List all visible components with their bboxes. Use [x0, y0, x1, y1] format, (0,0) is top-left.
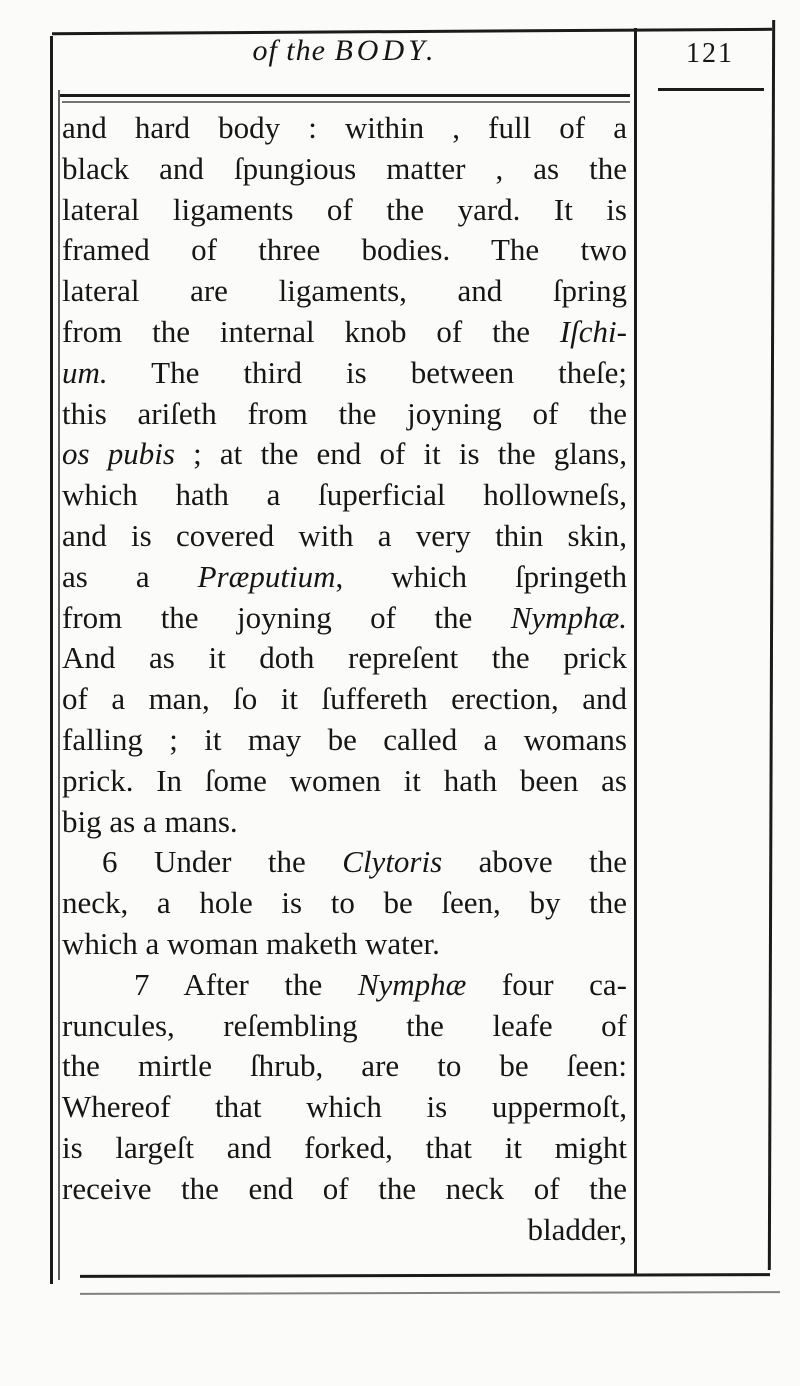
text-line	[62, 394, 627, 435]
text-segment: prick. In ſome women it hath been as	[62, 762, 627, 798]
text-segment: lateral are ligaments, and ſpring	[62, 273, 627, 309]
italic-term: os pubis	[62, 436, 175, 472]
text-segment: 7 After the	[134, 966, 358, 1002]
text-segment: and is covered with a very thin skin,	[62, 517, 627, 553]
text-segment: neck, a hole is to be ſeen, by the	[62, 885, 627, 921]
italic-term: Nymphæ	[357, 966, 467, 1002]
text-segment: receive the end of the neck of the	[62, 1170, 627, 1206]
text-line	[62, 965, 627, 1006]
bottom-rule-secondary	[80, 1291, 780, 1295]
italic-term: Præputium	[197, 558, 336, 594]
text-segment: runcules, reſembling the leafe of	[62, 1007, 627, 1043]
text-segment: from the internal knob of the	[62, 313, 560, 349]
page-number-rule	[658, 88, 764, 91]
text-line	[62, 802, 627, 843]
text-segment: which a woman maketh water.	[62, 925, 440, 961]
body-text	[62, 108, 627, 1250]
text-segment: of a man, ſo it ſuffereth erection, and	[62, 681, 627, 717]
text-line	[62, 312, 627, 353]
text-segment: is largeſt and forked, that it might	[62, 1129, 627, 1165]
text-line	[62, 190, 627, 231]
text-line	[62, 883, 627, 924]
text-segment: four ca-	[466, 966, 627, 1002]
text-segment: the mirtle ſhrub, are to be ſeen:	[62, 1048, 627, 1084]
text-segment: , which ſpringeth	[335, 558, 627, 594]
running-head	[60, 34, 630, 68]
italic-term: Nymphæ.	[510, 599, 627, 635]
text-line	[62, 353, 627, 394]
header-rule	[60, 94, 630, 97]
italic-term: Clytoris	[342, 844, 443, 880]
text-line	[62, 1128, 627, 1169]
text-line	[62, 598, 627, 639]
text-line	[62, 924, 627, 965]
text-line	[62, 638, 627, 679]
text-segment: big as a mans.	[62, 803, 238, 839]
text-segment: framed of three bodies. The two	[62, 232, 627, 268]
text-line	[62, 720, 627, 761]
text-segment: from the joyning of the	[62, 599, 511, 635]
text-segment: black and ſpungious matter , as the	[62, 150, 627, 186]
text-line	[62, 475, 627, 516]
text-line	[62, 761, 627, 802]
bottom-rule	[80, 1273, 770, 1278]
column-divider-rule	[634, 28, 637, 1274]
text-line	[62, 108, 627, 149]
text-segment: lateral ligaments of the yard. It is	[62, 191, 627, 227]
text-line	[62, 679, 627, 720]
text-line	[62, 434, 627, 475]
text-segment: and hard body : within , full of a	[62, 110, 627, 145]
text-line	[62, 516, 627, 557]
inner-left-rule	[58, 90, 60, 1280]
text-line	[62, 1006, 627, 1047]
text-line	[62, 1169, 627, 1210]
text-segment: above the	[442, 844, 628, 880]
text-line	[62, 1087, 627, 1128]
text-line	[62, 230, 627, 271]
text-segment: And as it doth repreſent the prick	[62, 640, 627, 676]
text-segment: this ariſeth from the joyning of the	[62, 395, 627, 431]
page-number: 121	[686, 38, 734, 69]
text-segment: Whereof that which is uppermoſt,	[62, 1089, 627, 1125]
italic-term: um.	[62, 354, 108, 390]
text-segment: as a	[62, 558, 198, 594]
text-line	[62, 271, 627, 312]
text-segment: ; at the end of it is the glans,	[174, 436, 627, 472]
text-line	[62, 149, 627, 190]
text-line	[62, 1046, 627, 1087]
text-segment: The third is between theſe;	[107, 354, 627, 390]
catchword-line	[62, 1210, 627, 1251]
text-line	[62, 557, 627, 598]
text-segment: falling ; it may be called a womans	[62, 721, 627, 757]
text-segment: 6 Under the	[102, 844, 343, 880]
italic-term: Iſchi-	[559, 313, 627, 349]
text-segment: which hath a ſuperficial hollowneſs,	[62, 477, 627, 513]
catchword: bladder,	[527, 1211, 627, 1247]
running-head-word: BODY.	[334, 34, 438, 67]
left-border-rule	[50, 36, 53, 1284]
text-line	[62, 842, 627, 883]
header-rule-secondary	[62, 101, 630, 103]
right-border-rule	[768, 20, 775, 1270]
running-head-prefix: of the	[252, 34, 326, 67]
